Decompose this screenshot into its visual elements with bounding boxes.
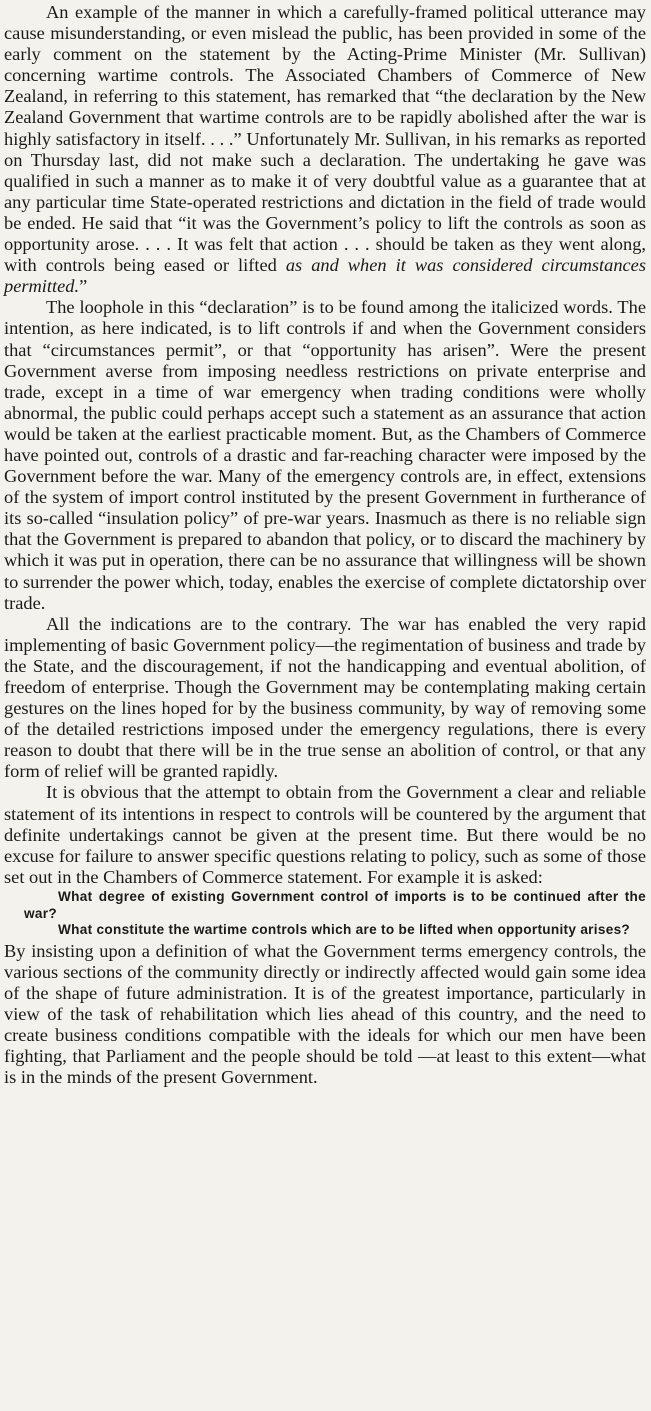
closing-quote-mark: ” — [79, 276, 88, 297]
paragraph-1 — [4, 2, 646, 297]
paragraph-3: All the indications are to the contrary. The war has enabled the very rapid implementing of basic Government policy—the regimentation of business and trade by the State, and the discouragement, if not the handicapping and eventual abolition, of freedom of enterprise. Though the Government may be contemplating making certain gestures on the lines hoped for by the business community, by way of removing some of the detailed restrictions imposed under the emergency regulations, there is every reason to doubt that there will be in the true sense an abolition of control, or that any form of relief will be granted rapidly. — [4, 613, 646, 782]
closing-paragraph: By insisting upon a definition of what the Government terms emergency controls, the various sections of the community directly or indirectly affected would gain some idea of the shape of future administration. It is of the greatest importance, particularly in view of the task of rehabilitation which lies ahead of this country, and the need to create business conditions compatible with the ideals for which our men have been fighting, that Parliament and the people should be told —at least to this extent—what is in the minds of the present Government. — [4, 940, 646, 1088]
paragraph-2: The loophole in this “declaration” is to be found among the italicized words. The intention, as here indicated, is to lift controls if and when the Government considers that “circumstances permit”, or that “opportunity has arisen”. Were the present Government averse from imposing needless restrictions on private enterprise and trade, except in a time of war emergency when trading conditions were wholly abnormal, the public could perhaps accept such a statement as an assurance that action would be taken at the earliest practicable moment. But, as the Chambers of Commerce have pointed out, controls of a drastic and far-reaching character were imposed by the Government before the war. Many of the emergency controls are, in effect, extensions of the system of import control instituted by the present Government in furtherance of its so-called “insulation policy” of pre-war years. Inasmuch as there is no reliable sign that the Government is prepared to abandon that policy, or to discard the machinery by which it was put in operation, there can be no assurance that willingness will be shown to surrender the power which, today, enables the exercise of complete dictatorship over trade. — [4, 297, 646, 613]
quoted-questions — [4, 889, 646, 939]
question-2: What constitute the wartime controls which are to be lifted when opportunity arises? — [58, 922, 631, 938]
paragraph-1-text: An example of the manner in which a carefully-framed political utterance may cause misunderstanding, or even mislead the public, has been provided in some of the early comment on the statement by the Acting-Prime Minister (Mr. Sullivan) concerning wartime controls. The Associated Chambers of Commerce of New Zealand, in referring to this statement, has remarked that “the declaration by the New Zealand Government that wartime controls are to be rapidly abolished after the war is highly satisfactory in itself. . . .” Unfortunately Mr. Sullivan, in his remarks as reported on Thursday last, did not make such a declaration. The undertaking he gave was qualified in such a manner as to make it of very doubtful value as a guarantee that at any particular time State-operated restrictions and dictation in the field of trade would be ended. He said that “it was the Government’s policy to lift the controls as soon as opportunity arose. . . . It was felt that action . . . should be taken as they went along, with controls being eased or lifted — [4, 2, 646, 276]
italicized-quote: as and when it was considered circumstances permitted. — [4, 255, 647, 297]
question-1: What degree of existing Government control of imports is to be continued after the war? — [24, 888, 646, 921]
paragraph-4: It is obvious that the attempt to obtain from the Government a clear and reliable statement of its intentions in respect to controls will be countered by the argument that definite undertakings cannot be given at the present time. But there would be no excuse for failure to answer specific questions relating to policy, such as some of those set out in the Chambers of Commerce statement. For example it is asked: — [4, 782, 646, 887]
